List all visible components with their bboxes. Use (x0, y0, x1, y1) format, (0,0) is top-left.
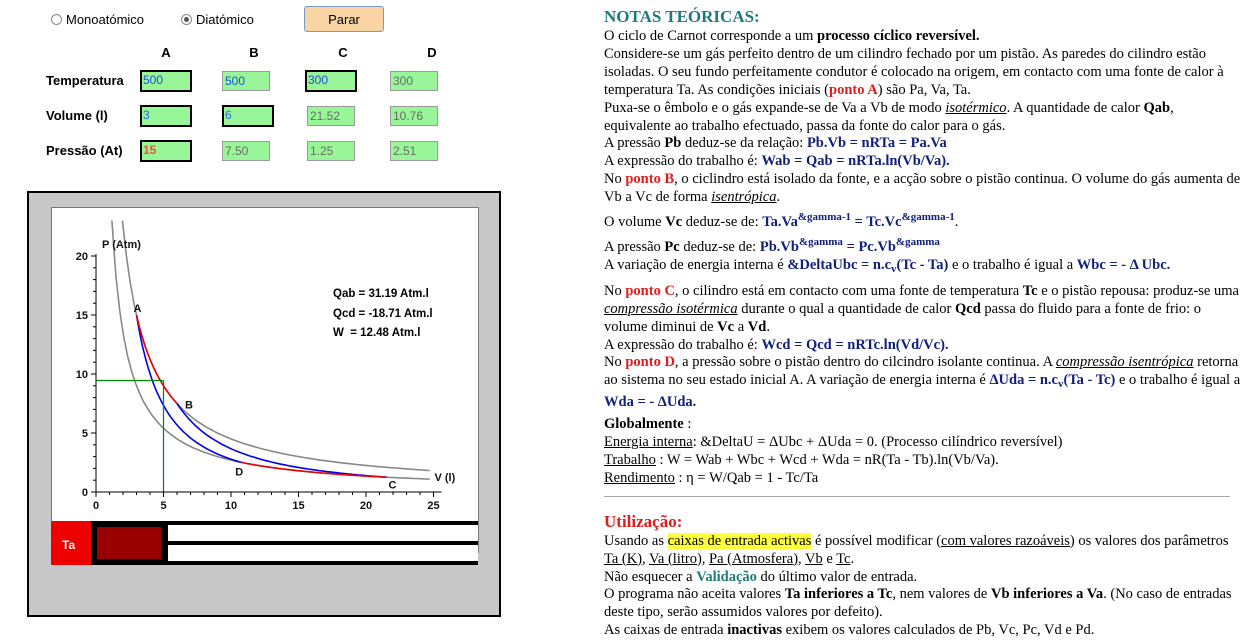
column-header-b: B (249, 45, 259, 60)
x-tick-label: 0 (92, 500, 100, 512)
y-tick-label: 20 (75, 251, 88, 263)
notes-p8: A pressão Pc deduz-se de: $Pb.Vb^{\&gamma} = Pc.Vb^{\&gamma}$ (604, 235, 940, 255)
notes-p3: Puxa-se o êmbolo e o gás expande-se de Va a Vb de modo isotérmico. A quantidade de calor Qab, equivalente ao trabalho efectuado, passa da fonte do calor para o gás. (604, 99, 1174, 134)
notes-p2: Considere-se um gás perfeito dentro de um cilindro fechado por um pistão. As paredes do cilindro estão isoladas. O seu fundo perfeitamente condutor é colocado na origem, em contacto com uma fonte de calor à temperatura Ta. As condições iniciais (ponto A) são Pa, Va, Ta. (604, 45, 1224, 98)
notes-p10: No ponto C, o cilindro está em contacto com uma fonte de temperatura Tc e o pistão repousa: produz-se uma compressão isotérmica durante o qual a quantidade de calor Qcd passa do fluido para a fonte de frio: o volume diminui de Vc a Vd. (604, 282, 1239, 335)
global-work: Trabalho : W = Wab + Wbc + Wcd + Wda = nR(Ta - Tb).ln(Vb/Va). (604, 451, 999, 468)
x-tick-label: 25 (427, 500, 440, 512)
notes-p4: A pressão Pb deduz-se da relação: Pb.Vb = nRTa = Pa.Va (604, 135, 947, 152)
isotherm-cold (112, 221, 430, 480)
y-tick-label: 5 (81, 428, 88, 440)
reservoir-label: Ta (62, 538, 76, 552)
input-volume-b[interactable]: 6 (222, 105, 274, 127)
x-tick-label: 15 (292, 500, 305, 512)
notes-p5: A expressão do trabalho é: Wab = Qab = nRTa.ln(Vb/Va). (604, 153, 950, 170)
radio-di-label: Diatómico (196, 12, 254, 27)
radio-monoatomic[interactable] (51, 12, 144, 27)
row-label-pressure: Pressão (At) (46, 143, 123, 158)
global-energy: Energia interna: &DeltaU = ΔUbc + ΔUda = 0. (Processo cilíndrico reversível) (604, 434, 1063, 451)
field-volume-c: 21.52 (307, 106, 355, 126)
input-pressure-a[interactable]: 15 (140, 140, 192, 162)
simulation-panel (27, 191, 501, 617)
input-temperature-c[interactable]: 300 (305, 70, 357, 92)
link-pa[interactable]: Pa (Atmosfera) (709, 550, 799, 567)
field-volume-d: 10.76 (390, 106, 438, 126)
notes-p6: No ponto B, o ciclindro está isolado da fonte, e a acção sobre o pistão continua. O volume do gás aumenta de Vb a Vc de forma isentrópica. (604, 171, 1241, 206)
pv-chart (52, 208, 478, 552)
x-tick-label: 20 (359, 500, 373, 512)
adiabat-bc (177, 404, 387, 478)
column-header-c: C (338, 45, 348, 60)
stop-button[interactable]: Parar (304, 6, 384, 32)
y-tick-label: 0 (81, 487, 88, 499)
column-header-d: D (427, 45, 437, 60)
adiabat-da (137, 315, 242, 462)
y-axis-label: P (Atm) (102, 239, 141, 251)
link-ta[interactable]: Ta (K) (604, 550, 643, 567)
cylinder-bottom-wall (91, 561, 478, 565)
x-tick-label: 5 (160, 500, 167, 512)
notes-title: NOTAS TEÓRICAS: (604, 7, 760, 26)
readout-work: W = 12.48 Atm.l (333, 327, 421, 339)
input-volume-a[interactable]: 3 (140, 105, 192, 127)
radio-button-selected-icon[interactable] (181, 14, 192, 25)
x-axis-label: V (l) (434, 472, 456, 484)
row-label-temperature: Temperatura (46, 73, 124, 88)
x-tick-label: 10 (224, 500, 238, 512)
cylinder (91, 521, 478, 565)
global-title: Globalmente : (604, 416, 692, 433)
column-header-a: A (161, 45, 171, 60)
theory-notes (604, 6, 1244, 640)
notes-p12: No ponto D, a pressão sobre o pistão dentro do cilcindro isolante continua. A compressão isentrópica retorna ao sistema no seu estado inicial A. A variação de energia interna é $\Delta Uda = n.c_v(Ta - Tc)$ e o trabalho é igual a Wda = - ΔUda. (604, 354, 1241, 411)
link-vb[interactable]: Vb (805, 550, 823, 567)
point-label-d: D (235, 466, 244, 479)
gas-volume (95, 525, 163, 561)
piston-rod[interactable] (168, 541, 478, 545)
usage-p3: O programa não aceita valores Ta inferiores a Tc, nem valores de Vb inferiores a Va. (No caso de entradas deste tipo, serão assumidos valores por defeito). (604, 586, 1232, 621)
notes-p7: O volume Vc deduz-se de: $Ta.Va^{\&gamma-1} = Tc.Vc^{\&gamma-1}$. (604, 211, 959, 231)
pv-diagram (51, 207, 479, 553)
readout-qab: Qab = 31.19 Atm.l (333, 288, 429, 300)
usage-p2: Não esquecer a Validação do último valor de entrada. (604, 568, 918, 585)
y-tick-label: 10 (75, 369, 88, 381)
input-temperature-a[interactable]: 500 (140, 70, 192, 92)
heat-reservoir (51, 521, 91, 565)
notes-p1: O ciclo de Carnot corresponde a um processo cíclico reversível. (604, 28, 980, 44)
field-pressure-d: 2.51 (390, 141, 438, 161)
field-pressure-b: 7.50 (222, 141, 270, 161)
link-tc[interactable]: Tc (836, 550, 851, 567)
point-label-c: C (388, 479, 397, 492)
radio-diatomic[interactable] (181, 12, 254, 27)
link-va[interactable]: Va (litro) (649, 550, 702, 567)
field-temperature-d: 300 (390, 71, 438, 91)
usage-p4: As caixas de entrada inactivas exibem os valores calculados de Pb, Vc, Pc, Vd e Pd. (604, 622, 1095, 639)
field-temperature-b: 500 (222, 71, 270, 91)
usage-p1: Usando as caixas de entrada activas é possível modificar (com valores razoáveis) os valores dos parâmetros Ta (K), Va (litro), Pa (Atmosfera), Vb e Tc. (604, 532, 1229, 567)
divider (604, 496, 1230, 497)
point-label-a: A (133, 303, 142, 315)
notes-p11: A expressão do trabalho é: Wcd = Qcd = nRTc.ln(Vd/Vc). (604, 336, 949, 353)
usage-title: Utilização: (604, 511, 683, 531)
link-reasonable-values[interactable]: com valores razoáveis (941, 532, 1070, 549)
y-tick-label: 15 (75, 310, 88, 322)
global-efficiency: Rendimento : η = W/Qab = 1 - Tc/Ta (604, 469, 819, 486)
row-label-volume: Volume (l) (46, 108, 108, 123)
field-pressure-c: 1.25 (307, 141, 355, 161)
radio-mono-label: Monoatómico (66, 12, 145, 27)
point-label-b: B (185, 399, 193, 412)
notes-p9: A variação de energia interna é &DeltaUbc = $n.c_v(Tc - Ta)$ e o trabalho é igual a Wbc = - Δ Ubc. (604, 256, 1171, 275)
radio-button-icon[interactable] (51, 14, 62, 25)
readout-qcd: Qcd = -18.71 Atm.l (333, 308, 433, 320)
